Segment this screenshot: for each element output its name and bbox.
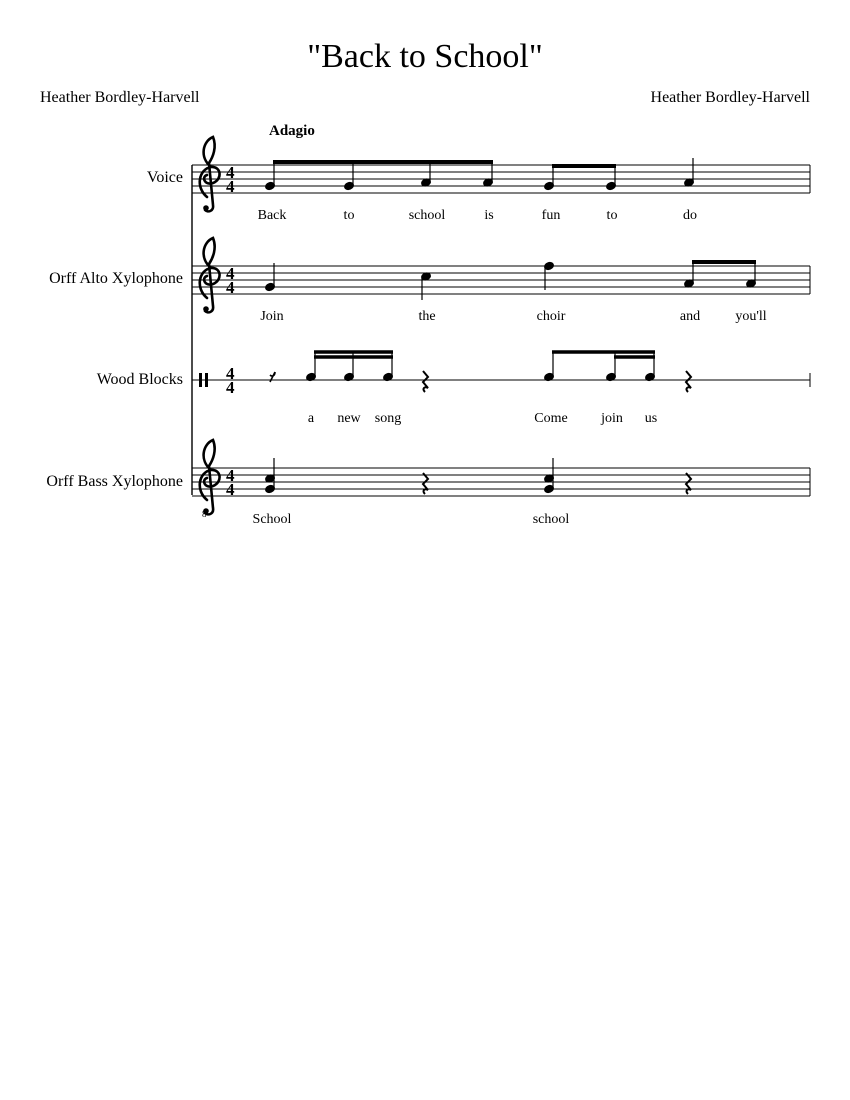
instrument-label-bass-xylophone: Orff Bass Xylophone: [46, 473, 183, 490]
staff-bass-xylophone: [192, 468, 810, 496]
tempo-marking: Adagio: [269, 123, 315, 139]
time-signature-denominator: 4: [226, 480, 235, 499]
time-signature-denominator: 4: [226, 177, 235, 196]
lyric-syllable: a: [307, 411, 315, 426]
quarter-rest-icon: [423, 473, 428, 494]
time-signature-numerator: 4: [226, 364, 235, 383]
lyric-syllable: join: [601, 411, 623, 426]
octave-mark: 8: [202, 509, 207, 519]
lyric-syllable: School: [252, 512, 292, 527]
lyric-syllable: us: [644, 411, 658, 426]
lyric-syllable: to: [343, 208, 355, 223]
lyric-syllable: song: [374, 411, 402, 426]
treble-clef-icon: [200, 137, 220, 211]
composer-right: Heather Bordley-Harvell: [650, 89, 810, 106]
lyric-syllable: Back: [257, 208, 287, 223]
instrument-label-alto-xylophone: Orff Alto Xylophone: [49, 270, 183, 287]
staff-voice: [192, 165, 810, 193]
lyric-syllable: is: [484, 208, 494, 223]
lyric-syllable: to: [606, 208, 618, 223]
lyric-syllable: Join: [260, 309, 284, 324]
instrument-label-voice: Voice: [146, 169, 183, 186]
treble-clef-icon: [200, 238, 220, 312]
staff-alto-xylophone: [192, 266, 810, 294]
time-signature-numerator: 4: [226, 466, 235, 485]
lyric-syllable: the: [418, 309, 436, 324]
quarter-rest-icon: [686, 473, 691, 494]
lyric-syllable: new: [337, 411, 361, 426]
lyric-syllable: Come: [534, 411, 568, 426]
instrument-label-wood-blocks: Wood Blocks: [96, 371, 183, 388]
time-signature-numerator: 4: [226, 264, 235, 283]
quarter-rest-icon: [423, 371, 428, 392]
percussion-clef-icon: [199, 373, 202, 387]
time-signature-denominator: 4: [226, 278, 235, 297]
time-signature-numerator: 4: [226, 163, 235, 182]
staff-wood-blocks: [192, 373, 810, 387]
lyric-syllable: choir: [536, 309, 566, 324]
lyric-syllable: school: [408, 208, 446, 223]
lyric-syllable: you'll: [735, 309, 767, 324]
treble-clef-icon: [200, 440, 220, 514]
lyric-syllable: fun: [541, 208, 561, 223]
quarter-rest-icon: [686, 371, 691, 392]
wood-blocks-notes: [270, 352, 691, 392]
score-title: "Back to School": [307, 38, 543, 75]
lyric-syllable: school: [532, 512, 570, 527]
lyric-syllable: and: [679, 309, 701, 324]
time-signature-denominator: 4: [226, 378, 235, 397]
lyric-syllable: do: [683, 208, 697, 223]
composer-left: Heather Bordley-Harvell: [40, 89, 200, 106]
